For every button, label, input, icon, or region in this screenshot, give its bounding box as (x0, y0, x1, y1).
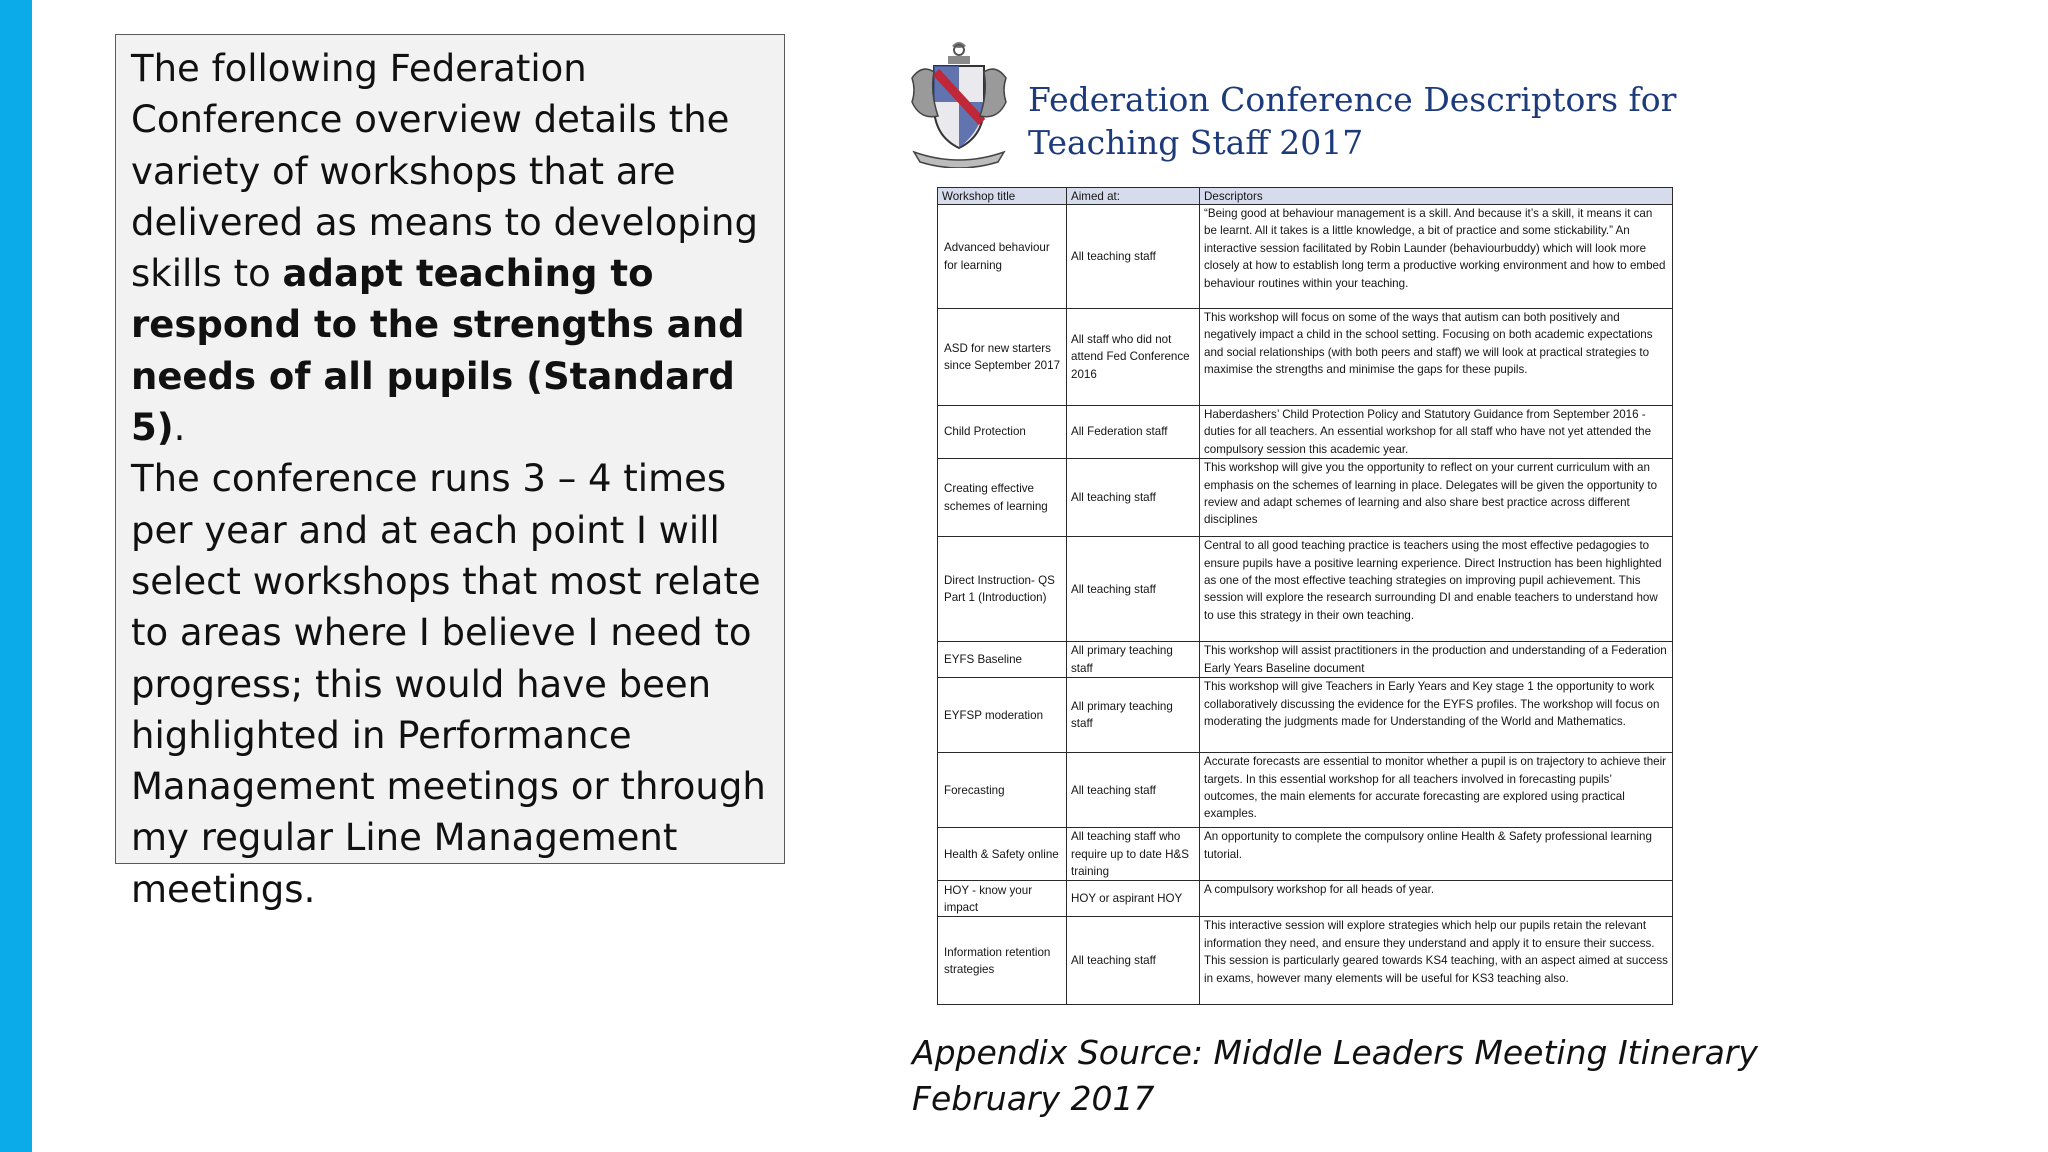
row-descriptor: “Being good at behaviour management is a skill. And because it’s a skill, it means it can be learnt. All it takes is a little knowledge, a bit of practice and some stickability.” An interactive session facilitated by Robin Launder (behaviourbuddy) which will look more closely at how to establish long term a productive working environment and how to embed behaviour routines within your teaching. (1200, 205, 1673, 309)
table-row (938, 642, 1673, 678)
table-header-row (938, 188, 1673, 205)
caption-line-2: February 2017 (912, 1079, 1155, 1118)
table-row (938, 917, 1673, 1005)
row-aimed-at: All teaching staff (1067, 205, 1200, 309)
row-aimed-at: All primary teaching staff (1067, 642, 1200, 678)
row-workshop-title: Creating effective schemes of learning (938, 459, 1067, 537)
intro-paragraph-2: The conference runs 3 – 4 times per year and at each point I will select workshops that most relate to areas where I believe I need to progress; this would have been highlighted in Performance Management meetings or through my regular Line Management meetings. (131, 457, 766, 911)
row-descriptor: This workshop will assist practitioners in the production and understanding of a Federation Early Years Baseline document (1200, 642, 1673, 678)
intro-paragraph-1: The following Federation Conference overview details the variety of workshops that are delivered as means to developing skills to adapt teaching to respond to the strengths and needs of all pupils (Standard 5). (131, 47, 758, 450)
accent-side-bar (0, 0, 32, 1152)
row-aimed-at: All teaching staff (1067, 917, 1200, 1005)
caption-line-1: Appendix Source: Middle Leaders Meeting Itinerary (912, 1033, 1758, 1072)
row-descriptor: This workshop will focus on some of the ways that autism can both positively and negatively impact a child in the school setting. Focusing on both academic expectations and social relationships (with both peers and staff) we will look at practical strategies to maximise the strengths and minimise the gaps for these pupils. (1200, 309, 1673, 406)
document-title-line-1: Federation Conference Descriptors for (1028, 80, 1677, 119)
workshop-table (937, 187, 1673, 1005)
row-aimed-at: All teaching staff (1067, 459, 1200, 537)
row-workshop-title: EYFS Baseline (938, 642, 1067, 678)
row-workshop-title: EYFSP moderation (938, 678, 1067, 753)
row-workshop-title: Advanced behaviour for learning (938, 205, 1067, 309)
row-workshop-title: HOY - know your impact (938, 881, 1067, 917)
row-descriptor: Haberdashers’ Child Protection Policy and Statutory Guidance from September 2016 - duties for all teachers. An essential workshop for all staff who have not yet attended the compulsory session this academic year. (1200, 406, 1673, 459)
appendix-source-caption (912, 1030, 1812, 1122)
header-aimed-at: Aimed at: (1067, 188, 1200, 205)
table-row (938, 678, 1673, 753)
crest-icon (904, 38, 1014, 168)
table-row (938, 881, 1673, 917)
row-descriptor: This workshop will give Teachers in Early Years and Key stage 1 the opportunity to work collaboratively discussing the evidence for the EYFS profiles. The workshop will focus on moderating the judgments made for Understanding of the World and Mathematics. (1200, 678, 1673, 753)
document-title-line-2: Teaching Staff 2017 (1028, 123, 1364, 162)
intro-text-box (115, 34, 785, 911)
row-workshop-title: Forecasting (938, 753, 1067, 828)
row-workshop-title: Health & Safety online (938, 828, 1067, 881)
table-row (938, 205, 1673, 309)
row-aimed-at: All staff who did not attend Fed Conference 2016 (1067, 309, 1200, 406)
row-aimed-at: All Federation staff (1067, 406, 1200, 459)
row-aimed-at: All primary teaching staff (1067, 678, 1200, 753)
table-row (938, 753, 1673, 828)
row-aimed-at: All teaching staff (1067, 753, 1200, 828)
header-descriptors: Descriptors (1200, 188, 1673, 205)
row-aimed-at: All teaching staff (1067, 537, 1200, 642)
table-row (938, 459, 1673, 537)
row-workshop-title: Information retention strategies (938, 917, 1067, 1005)
document-title (1028, 78, 1688, 164)
row-descriptor: This workshop will give you the opportunity to reflect on your current curriculum with an emphasis on the schemes of learning in place. Delegates will be given the opportunity to review and adapt schemes of learning and also share best practice across different disciplines (1200, 459, 1673, 537)
row-descriptor: Accurate forecasts are essential to monitor whether a pupil is on trajectory to achieve their targets. In this essential workshop for all teachers involved in forecasting pupils’ outcomes, the main elements for accurate forecasting are explored using practical examples. (1200, 753, 1673, 828)
row-workshop-title: ASD for new starters since September 2017 (938, 309, 1067, 406)
table-row (938, 828, 1673, 881)
table-row (938, 406, 1673, 459)
row-aimed-at: All teaching staff who require up to date H&S training (1067, 828, 1200, 881)
row-workshop-title: Child Protection (938, 406, 1067, 459)
row-descriptor: An opportunity to complete the compulsory online Health & Safety professional learning tutorial. (1200, 828, 1673, 881)
intro-bold-standard: adapt teaching to respond to the strengths and needs of all pupils (Standard 5) (131, 252, 745, 450)
header-workshop-title: Workshop title (938, 188, 1067, 205)
row-descriptor: Central to all good teaching practice is teachers using the most effective pedagogies to ensure pupils have a positive learning experience. Direct Instruction has been highlighted as one of the most effective teaching strategies on improving pupil achievement. This session will explore the research surrounding DI and enable teachers to understand how to use this strategy in their own teaching. (1200, 537, 1673, 642)
row-descriptor: This interactive session will explore strategies which help our pupils retain the relevant information they need, and ensure they understand and apply it to ensure their success. This session is particularly geared towards KS4 teaching, with an aspect aimed at success in exams, however many elements will be useful for KS3 teaching also. (1200, 917, 1673, 1005)
row-aimed-at: HOY or aspirant HOY (1067, 881, 1200, 917)
row-workshop-title: Direct Instruction- QS Part 1 (Introduction) (938, 537, 1067, 642)
table-row (938, 309, 1673, 406)
table-row (938, 537, 1673, 642)
row-descriptor: A compulsory workshop for all heads of year. (1200, 881, 1673, 917)
